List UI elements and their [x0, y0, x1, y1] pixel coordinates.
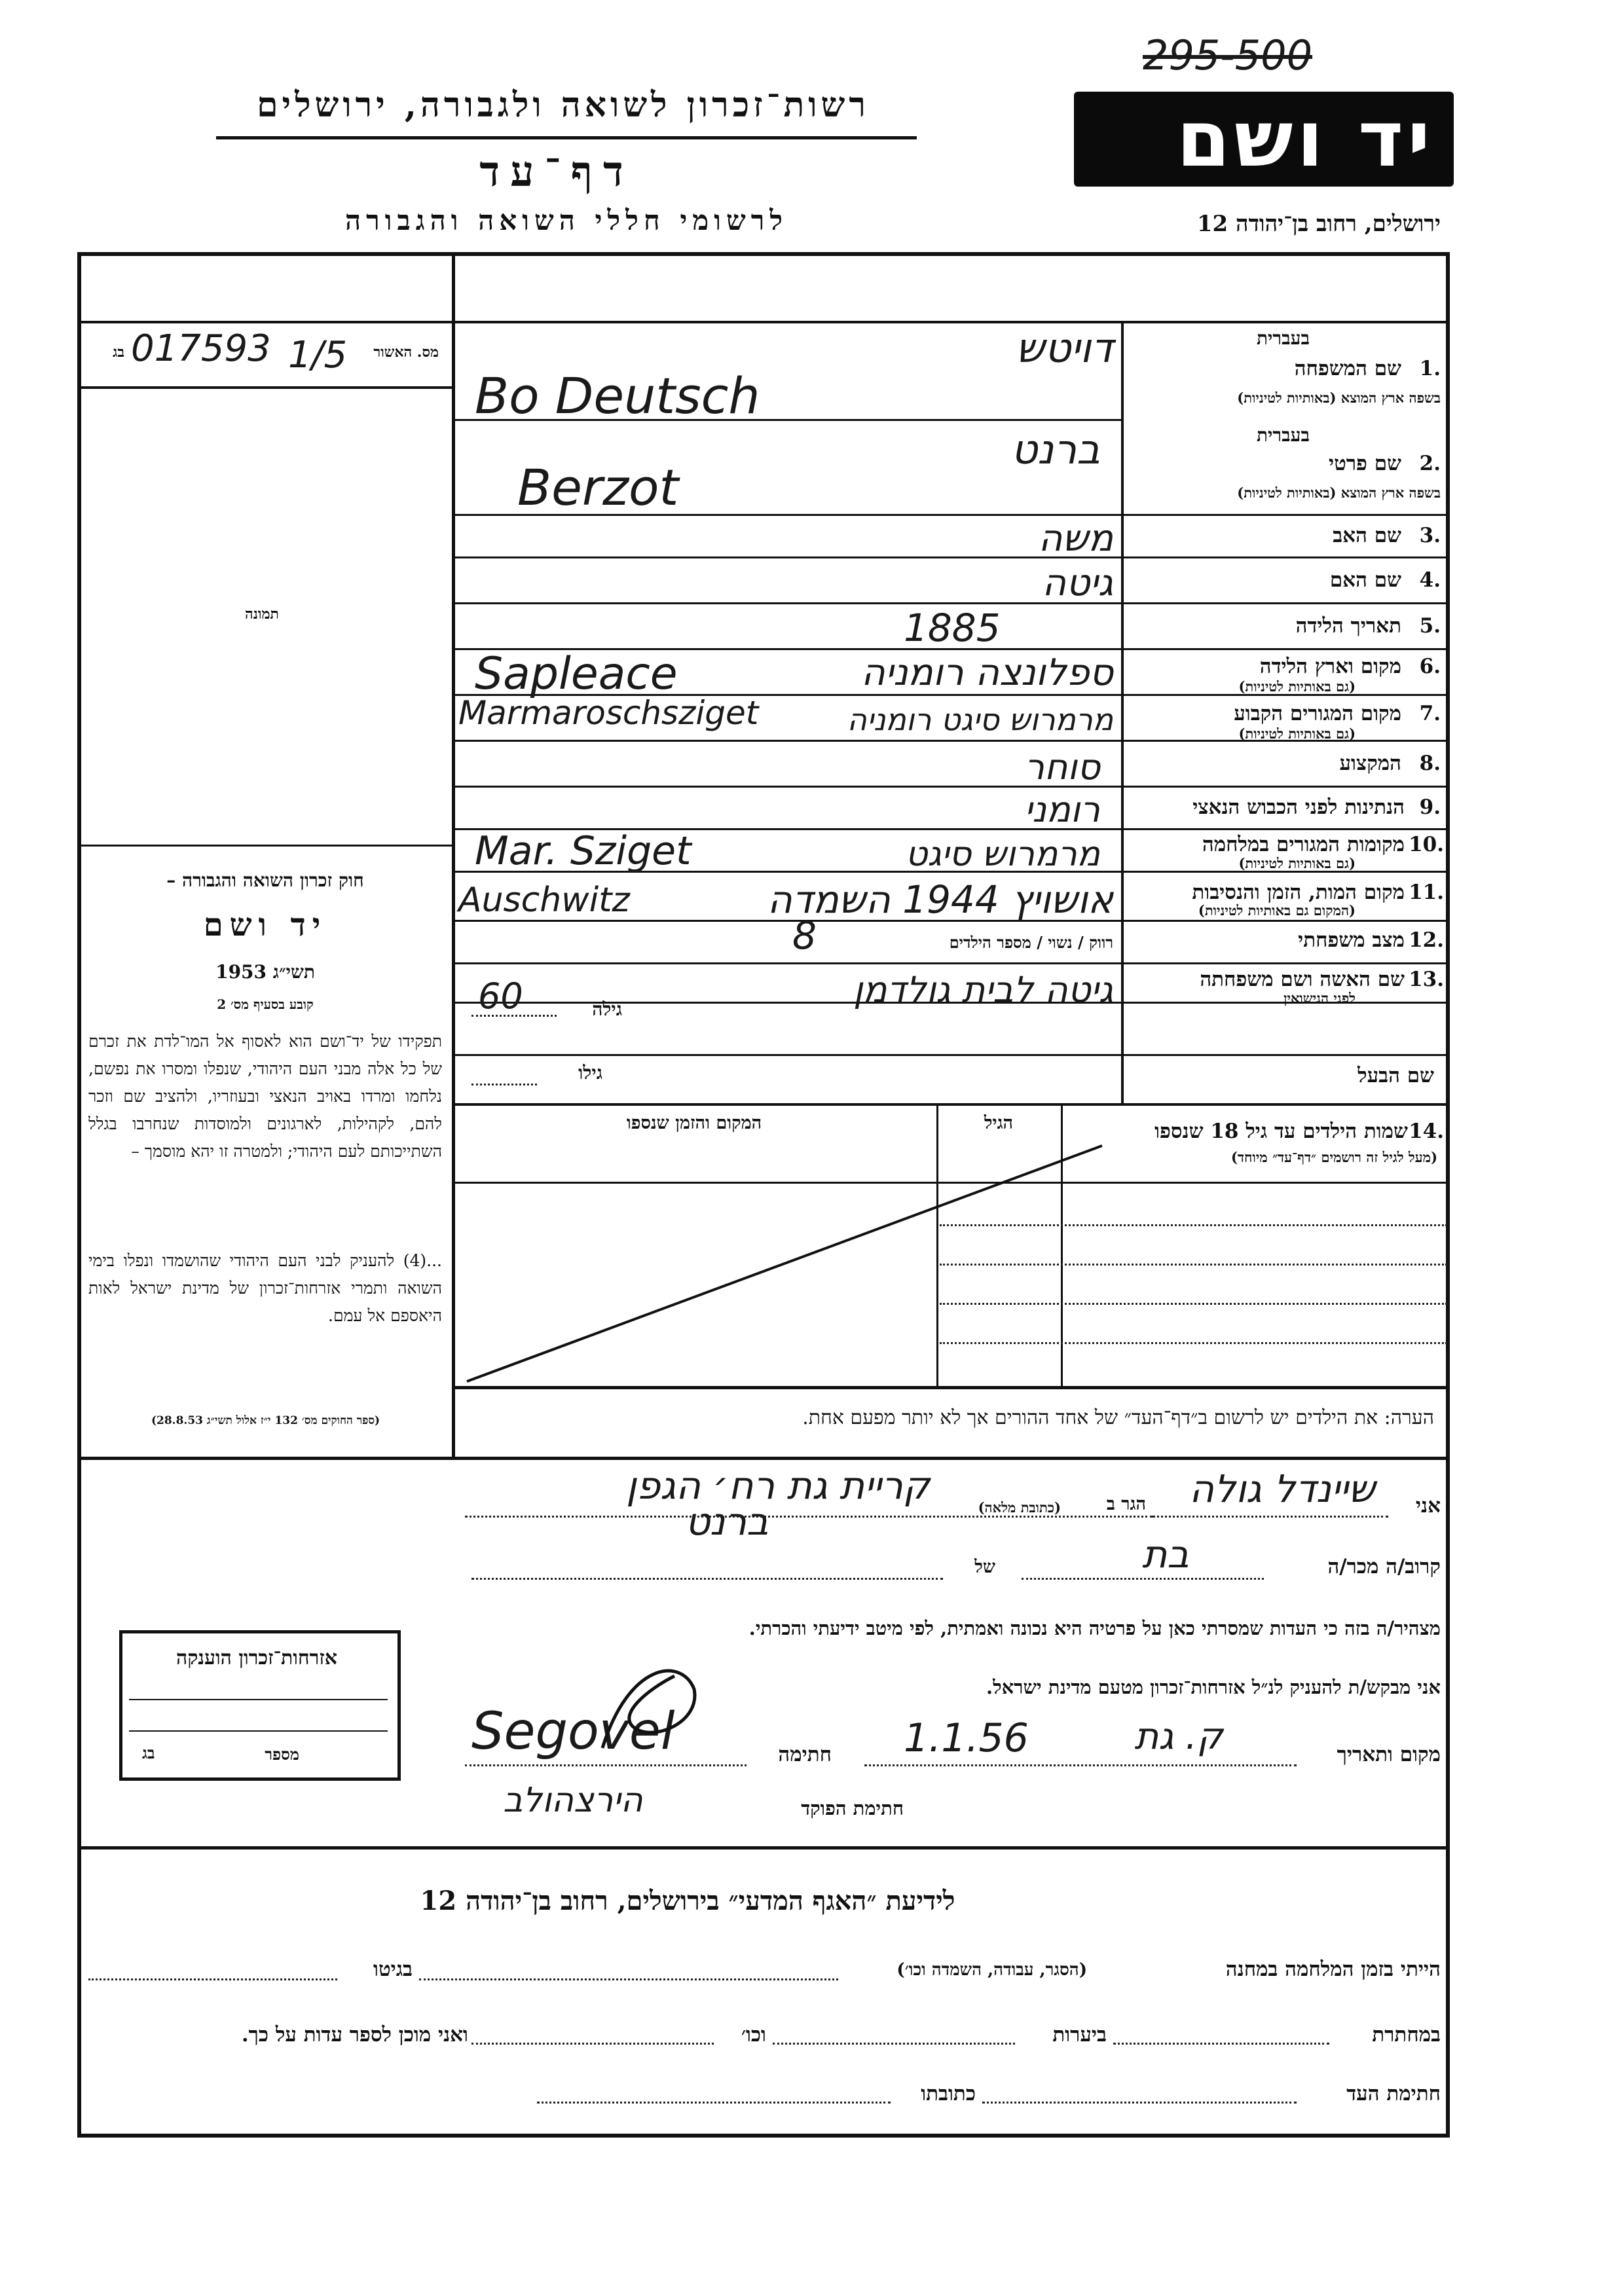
page-title: דף־עד — [479, 147, 634, 196]
field-9-number: 9. — [1419, 795, 1441, 819]
decl-residing: הגר ב — [1106, 1494, 1146, 1514]
officer-label: חתימת הפוקד — [801, 1797, 904, 1819]
field-11-value-latin: Auschwitz — [458, 881, 630, 920]
field-13-value: גיטה לבית גולדמן — [853, 969, 1113, 1010]
decl-address: קריית גת רח׳ הגפן — [626, 1463, 930, 1508]
field-10-number: 10. — [1409, 833, 1444, 856]
decl-of-line — [471, 1578, 943, 1580]
top-strip-line — [77, 321, 1450, 323]
row-line-15 — [454, 1103, 1449, 1106]
decl-date: 1.1.56 — [904, 1715, 1029, 1761]
footer-line1-fill-2 — [88, 1978, 337, 1980]
field-4-label: שם האם — [1329, 568, 1401, 592]
footer-line2-etc: וכו׳ — [741, 2023, 766, 2047]
field-2-label: שם פרטי — [1328, 452, 1401, 475]
decl-of-label: של — [974, 1557, 995, 1577]
approval-label: מס. האשור — [373, 344, 439, 361]
footer-line2-mid: ביערות — [1052, 2023, 1107, 2047]
footer-top-line — [77, 1846, 1450, 1850]
field-5-value: 1885 — [904, 606, 1001, 650]
field-3-value: משה — [1038, 517, 1113, 560]
footer-line3-fill-2 — [537, 2102, 891, 2104]
law-title: חוק זכרון השואה והגבורה – — [166, 869, 364, 891]
children-sublabel: (מעל לגיל זה רושמים ״דף־עד״ מיוחד) — [1230, 1149, 1437, 1165]
citizenship-stamp — [119, 1630, 401, 1781]
header-underline — [216, 136, 917, 139]
institution-name: רשות־זכרון לשואה ולגבורה, ירושלים — [257, 85, 870, 125]
field-11-number: 11. — [1409, 881, 1444, 904]
footer-heading: לידיעת ״האגף המדעי״ בירושלים, רחוב בן־יהודה 12 — [420, 1886, 955, 1916]
decl-relation: בת — [1142, 1532, 1189, 1576]
field-12-label: מצב משפחתי — [1298, 928, 1405, 952]
decl-place: ק. גת — [1134, 1715, 1223, 1758]
archive-number: 295-500 — [1143, 31, 1313, 79]
officer-signature: הירצהולב — [503, 1781, 643, 1820]
footer-line2-end: ואני מוכן לספר עדות על כך. — [241, 2023, 468, 2047]
field-8-number: 8. — [1419, 752, 1441, 775]
footer-line1-fill — [419, 1978, 838, 1980]
approval-row-line — [77, 386, 452, 389]
field-6-label: מקום וארץ הלידה — [1259, 655, 1401, 678]
footer-line3-fill-1 — [982, 2102, 1297, 2104]
footer-line2-start: במחתרת — [1372, 2023, 1441, 2047]
children-col-place: המקום והזמן שנספו — [626, 1113, 762, 1133]
approval-value: 017593 — [131, 327, 271, 370]
field-6-sublabel: (גם באותיות לטיניות) — [1238, 678, 1356, 695]
field-10-value-hebrew: מרמרוש סיגט — [905, 835, 1100, 874]
law-year: תשי״ג 1953 — [215, 961, 315, 983]
field-1-lang: בעברית — [1256, 327, 1310, 349]
field-8-value: סוחר — [1024, 746, 1100, 788]
footer-line2-fill-3 — [471, 2043, 714, 2045]
field-2-value-hebrew: ברנט — [1011, 426, 1100, 473]
field-7-label: מקום המגורים הקבוע — [1234, 702, 1401, 725]
approval-fraction: 1/5 — [288, 334, 348, 376]
husband-age-label: גילו — [578, 1062, 602, 1084]
field-13-age-label: גילה — [592, 998, 622, 1020]
decl-signature-label: חתימה — [778, 1743, 832, 1766]
field-13-label: שם האשה ושם משפחתה — [1200, 968, 1405, 991]
decl-i-label: אני — [1415, 1494, 1441, 1518]
children-number: 14. — [1409, 1120, 1444, 1143]
field-3-number: 3. — [1419, 524, 1441, 547]
stamp-suffix: בג — [142, 1743, 155, 1762]
footer-line1-start: הייתי בזמן המלחמה במחנה — [1225, 1958, 1441, 1981]
field-5-label: תאריך הלידה — [1295, 614, 1401, 638]
children-strike-line — [454, 1106, 1109, 1388]
row-line-12 — [454, 962, 1449, 964]
field-4-value: גיטה — [1042, 562, 1113, 604]
field-7-sublabel: (גם באותיות לטיניות) — [1238, 725, 1356, 742]
husband-age-underline — [471, 1084, 537, 1085]
decl-request: אני מבקש/ת להעניק לנ״ל אזרחות־זכרון מטעם מדינת ישראל. — [986, 1676, 1441, 1698]
law-text: תפקידו של יד־ושם הוא לאסוף אל המו־לדת את זכרם של כל אלה מבני העם היהודי, שנפלו ומסרו את נפשם, נלחמו ומרדו באויב הנאצי ובעוזריו, ולהציב שם וזכר להם, לקהילות, לארגונים ולמוסדות שנחרבו בגלל השתייכותם לעם היהודי; ולמטרה זו יהא מוסמך – — [88, 1032, 442, 1161]
decl-address-hint: (כתובת מלאה) — [978, 1499, 1061, 1516]
field-13-age-value: 60 — [478, 975, 523, 1017]
field-1-number: 1. — [1419, 357, 1441, 380]
field-13-sublabel: לפני הנישואין — [1283, 990, 1356, 1006]
decl-place-date-label: מקום ותאריך — [1337, 1743, 1441, 1766]
stamp-line-2 — [129, 1730, 388, 1732]
field-6-number: 6. — [1419, 655, 1441, 678]
field-3-label: שם האב — [1333, 524, 1401, 547]
header-address: ירושלים, רחוב בן־יהודה 12 — [1196, 211, 1441, 237]
decl-statement: מצהיר/ה בזה כי העדות שמסרתי כאן על פרטיה היא נכונה ואמתית, לפי מיטב ידיעתי והכרתי. — [748, 1617, 1441, 1639]
field-7-value-latin: Marmaroschsziget — [458, 694, 759, 732]
field-10-label: מקומות המגורים במלחמה — [1202, 833, 1405, 856]
field-2-number: 2. — [1419, 452, 1441, 475]
footer-line1-end: בגיטו — [373, 1958, 413, 1981]
footer-line1-hint: (הסגר, עבודה, השמדה וכו׳) — [896, 1960, 1087, 1980]
field-2-value-latin: Berzot — [517, 458, 679, 517]
field-11-value-hebrew: אושויץ 1944 השמדה — [767, 877, 1113, 922]
signature-flourish — [576, 1650, 707, 1781]
field-8-label: המקצוע — [1339, 752, 1401, 775]
decl-of-value: ברנט — [685, 1499, 769, 1544]
decl-relation-label: קרוב/ה מכר/ה — [1327, 1555, 1441, 1578]
field-12-children-label: רווק / נשוי / מספר הילדים — [949, 933, 1113, 952]
field-10-sublabel: (גם באותיות לטיניות) — [1238, 855, 1356, 871]
field-2-sublabel: בשפה ארץ המוצא (באותיות לטיניות) — [1237, 484, 1441, 501]
field-4-number: 4. — [1419, 568, 1441, 592]
field-1-value-latin: Bo Deutsch — [475, 367, 760, 425]
footer-line3-end: כתובתו — [921, 2082, 976, 2105]
field-9-value: רומני — [1024, 789, 1100, 830]
field-11-sublabel: (המקום גם באותיות לטיניות) — [1198, 902, 1356, 919]
decl-name-line — [1153, 1516, 1388, 1518]
field-5-number: 5. — [1419, 614, 1441, 638]
law-box-top-line — [77, 845, 452, 847]
row-line-14 — [454, 1054, 1449, 1056]
stamp-number-label: מספר — [265, 1745, 299, 1764]
footer-line2-fill-2 — [773, 2043, 1015, 2045]
page-subtitle: לרשומי חללי השואה והגבורה — [344, 204, 788, 236]
field-7-value-hebrew: מרמרוש סיגט רומניה — [847, 702, 1113, 737]
decl-place-date-line — [864, 1764, 1297, 1766]
field-12-number: 12. — [1409, 928, 1444, 952]
note-text: הערה: את הילדים יש לרשום ב״דף־העד״ של אחד ההורים אך לא יותר מפעם אחת. — [802, 1406, 1434, 1429]
yad-vashem-logo — [1074, 92, 1454, 187]
note-top-line — [454, 1386, 1449, 1389]
note-bottom-line — [77, 1457, 1450, 1460]
children-title: שמות הילדים עד גיל 18 שנספו — [1154, 1120, 1408, 1143]
field-13-number: 13. — [1409, 968, 1444, 991]
law-text-2: ...(4) להעניק לבני העם היהודי שהושמדו ונפלו בימי השואה ותמרי אזרחות־זכרון של מדינת ישראל לאות היאספם אל עמם. — [88, 1251, 442, 1325]
field-13-age-underline — [471, 1015, 557, 1017]
field-2-lang: בעברית — [1256, 424, 1310, 446]
footer-line3-start: חתימת העד — [1346, 2082, 1441, 2105]
field-7-number: 7. — [1419, 702, 1441, 725]
field-6-value-hebrew: ספלונצה רומניה — [861, 651, 1113, 694]
label-column-divider — [1121, 321, 1124, 1103]
decl-relation-line — [1022, 1578, 1264, 1580]
stamp-line-1 — [129, 1699, 388, 1700]
field-6-value-latin: Sapleace — [475, 648, 678, 700]
law-source: (ספר החוקים מס׳ 132 י״ז אלול תשי״ג 28.8.53) — [151, 1414, 380, 1427]
footer-line2-fill-1 — [1113, 2043, 1329, 2045]
husband-label: שם הבעל — [1357, 1064, 1434, 1087]
decl-signature: Segovel — [471, 1702, 675, 1761]
field-1-value-hebrew: דויטש — [1016, 324, 1113, 372]
approval-suffix: בג — [113, 344, 124, 361]
photo-label: תמונה — [245, 606, 279, 623]
decl-name: שיינדל גולה — [1189, 1467, 1375, 1511]
field-1-sublabel: בשפה ארץ המוצא (באותיות לטיניות) — [1237, 390, 1441, 406]
law-clause: קובע בסעיף מס׳ 2 — [217, 996, 314, 1012]
law-name: יד ושם — [203, 907, 327, 943]
field-12-value: 8 — [792, 913, 817, 958]
field-10-value-latin: Mar. Sziget — [475, 828, 692, 874]
logo-text: יד ושם — [1176, 94, 1434, 184]
children-col-age: הגיל — [984, 1113, 1014, 1133]
field-1-label: שם המשפחה — [1294, 357, 1401, 380]
field-9-label: הנתינות לפני הכבוש הנאצי — [1192, 795, 1405, 819]
stamp-title: אזרחות־זכרון הוענקה — [175, 1647, 338, 1669]
field-11-label: מקום המות, הזמן והנסיבות — [1192, 881, 1405, 904]
